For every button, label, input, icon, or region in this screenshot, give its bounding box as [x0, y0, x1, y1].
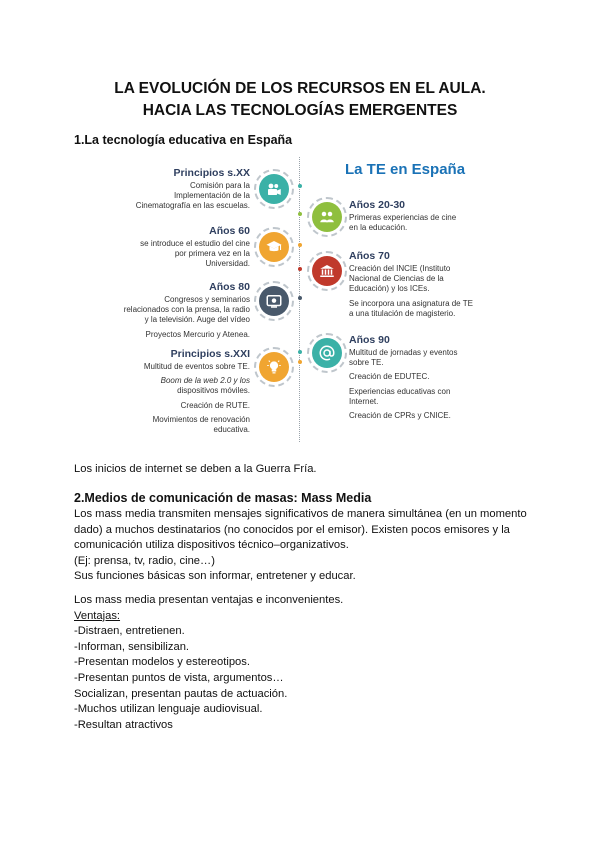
television-icon-badge: [254, 281, 294, 321]
entry-line: Boom de la web 2.0 y los: [160, 376, 250, 386]
infographic-title: La TE en España: [345, 161, 466, 178]
ventajas-item: -Informan, sensibilizan.: [74, 640, 190, 653]
television-icon: [265, 292, 283, 310]
section2-heading: 2.Medios de comunicación de masas: Mass Media: [74, 491, 372, 505]
timeline-dot: [298, 350, 302, 354]
entry-heading: Años 60: [209, 225, 250, 237]
entry-heading: Principios s.XXI: [170, 348, 250, 360]
section2-paragraph-1: [74, 507, 544, 585]
entry-heading: Años 80: [209, 281, 250, 293]
timeline-dot: [298, 360, 302, 364]
institution-icon-badge: [307, 251, 347, 291]
entry-line: se introduce el estudio del cine: [140, 239, 250, 248]
section2-paragraph-2: [74, 593, 544, 733]
paragraph-line: (Ej: prensa, tv, radio, cine…): [74, 554, 215, 567]
entry-line: Creación del INCIE (Instituto: [349, 264, 451, 273]
entry-line: Comisión para la: [189, 181, 250, 190]
ventajas-item: Socializan, presentan pautas de actuación.: [74, 687, 288, 700]
entry-anos-90: [349, 334, 494, 421]
ventajas-item: -Presentan modelos y estereotipos.: [74, 656, 250, 669]
te-timeline-infographic: [62, 147, 492, 447]
entry-line: Internet.: [349, 396, 379, 406]
paragraph-line: Los mass media presentan ventajas e inconvenientes.: [74, 594, 344, 606]
entry-line: Proyectos Mercurio y Atenea.: [145, 329, 250, 339]
ventajas-item: -Resultan atractivos: [74, 718, 173, 731]
entry-line: sobre TE.: [349, 358, 384, 368]
at-sign-icon: [318, 344, 336, 362]
entry-line: Creación de CPRs y CNICE.: [349, 411, 451, 421]
bulb-icon: [265, 358, 283, 376]
film-camera-icon-badge: [254, 169, 294, 209]
section1-note: Los inicios de internet se deben a la Guerra Fría.: [74, 463, 317, 475]
title-line-1: LA EVOLUCIÓN DE LOS RECURSOS EN EL AULA.: [114, 80, 486, 97]
ventajas-label: Ventajas:: [74, 609, 121, 622]
entry-anos-80: [90, 281, 250, 340]
entry-line: por primera vez en la: [174, 249, 250, 259]
entry-line: Multitud de eventos sobre TE.: [143, 362, 250, 371]
entry-line: Creación de RUTE.: [180, 400, 250, 410]
entry-line: Implementación de la: [173, 191, 250, 201]
entry-anos-20-30: [349, 199, 489, 233]
timeline-dot: [298, 267, 302, 271]
entry-anos-70: [349, 250, 494, 319]
entry-line: a una titulación de magisterio.: [349, 308, 456, 318]
title-line-2: HACIA LAS TECNOLOGÍAS EMERGENTES: [142, 102, 458, 119]
film-camera-icon: [265, 180, 283, 198]
paragraph-line: dado) a muchos destinatarios (no conocidos por el emisor). Existen pocos emisores y la: [74, 523, 510, 536]
entry-principios-xx: [110, 167, 250, 212]
people-icon-badge: [307, 197, 347, 237]
timeline-dot: [298, 243, 302, 247]
timeline-dot: [298, 296, 302, 300]
timeline-dot: [298, 212, 302, 216]
entry-anos-60: [100, 225, 250, 270]
entry-heading: Años 20-30: [349, 199, 406, 211]
ventajas-item: -Presentan puntos de vista, argumentos…: [74, 671, 284, 684]
section1-heading: 1.La tecnología educativa en España: [74, 133, 293, 147]
graduation-cap-icon-badge: [254, 227, 294, 267]
timeline-dot: [298, 184, 302, 188]
entry-line: Primeras experiencias de cine: [349, 213, 457, 222]
entry-line: educativa.: [213, 425, 250, 435]
document-title: [0, 78, 600, 122]
entry-heading: Años 70: [349, 250, 390, 262]
entry-line: Multitud de jornadas y eventos: [349, 348, 458, 357]
ventajas-item: -Muchos utilizan lenguaje audiovisual.: [74, 703, 263, 716]
paragraph-line: Los mass media transmiten mensajes significativos de manera simultánea (en un momento: [74, 508, 527, 520]
entry-line: Cinematografía en las escuelas.: [135, 201, 250, 211]
entry-principios-xxi: [100, 348, 250, 435]
entry-line: Movimientos de renovación: [152, 414, 250, 424]
at-sign-icon-badge: [307, 333, 347, 373]
entry-line: Educación) y los ICEs.: [349, 284, 430, 294]
entry-line: Congresos y seminarios: [164, 295, 250, 304]
ventajas-item: -Distraen, entretienen.: [74, 625, 185, 638]
entry-line: dispositivos móviles.: [177, 386, 250, 396]
entry-line: Experiencias educativas con: [349, 386, 451, 396]
entry-line: Creación de EDUTEC.: [349, 372, 430, 382]
paragraph-line: Sus funciones básicas son informar, entretener y educar.: [74, 570, 356, 583]
entry-heading: Principios s.XX: [173, 167, 250, 179]
entry-line: relacionados con la prensa, la radio: [123, 305, 250, 315]
entry-line: Nacional de Ciencias de la: [349, 274, 444, 284]
entry-line: Se incorpora una asignatura de TE: [349, 298, 473, 308]
graduation-cap-icon: [265, 238, 283, 256]
entry-line: en la educación.: [349, 223, 408, 233]
institution-icon: [318, 262, 336, 280]
paragraph-line: comunicación utiliza dispositivos técnico–organizativos.: [74, 539, 349, 552]
entry-line: y la televisión. Auge del vídeo: [144, 315, 250, 325]
people-icon: [318, 208, 336, 226]
entry-line: Universidad.: [205, 259, 250, 269]
bulb-icon-badge: [254, 347, 294, 387]
entry-heading: Años 90: [349, 334, 390, 346]
